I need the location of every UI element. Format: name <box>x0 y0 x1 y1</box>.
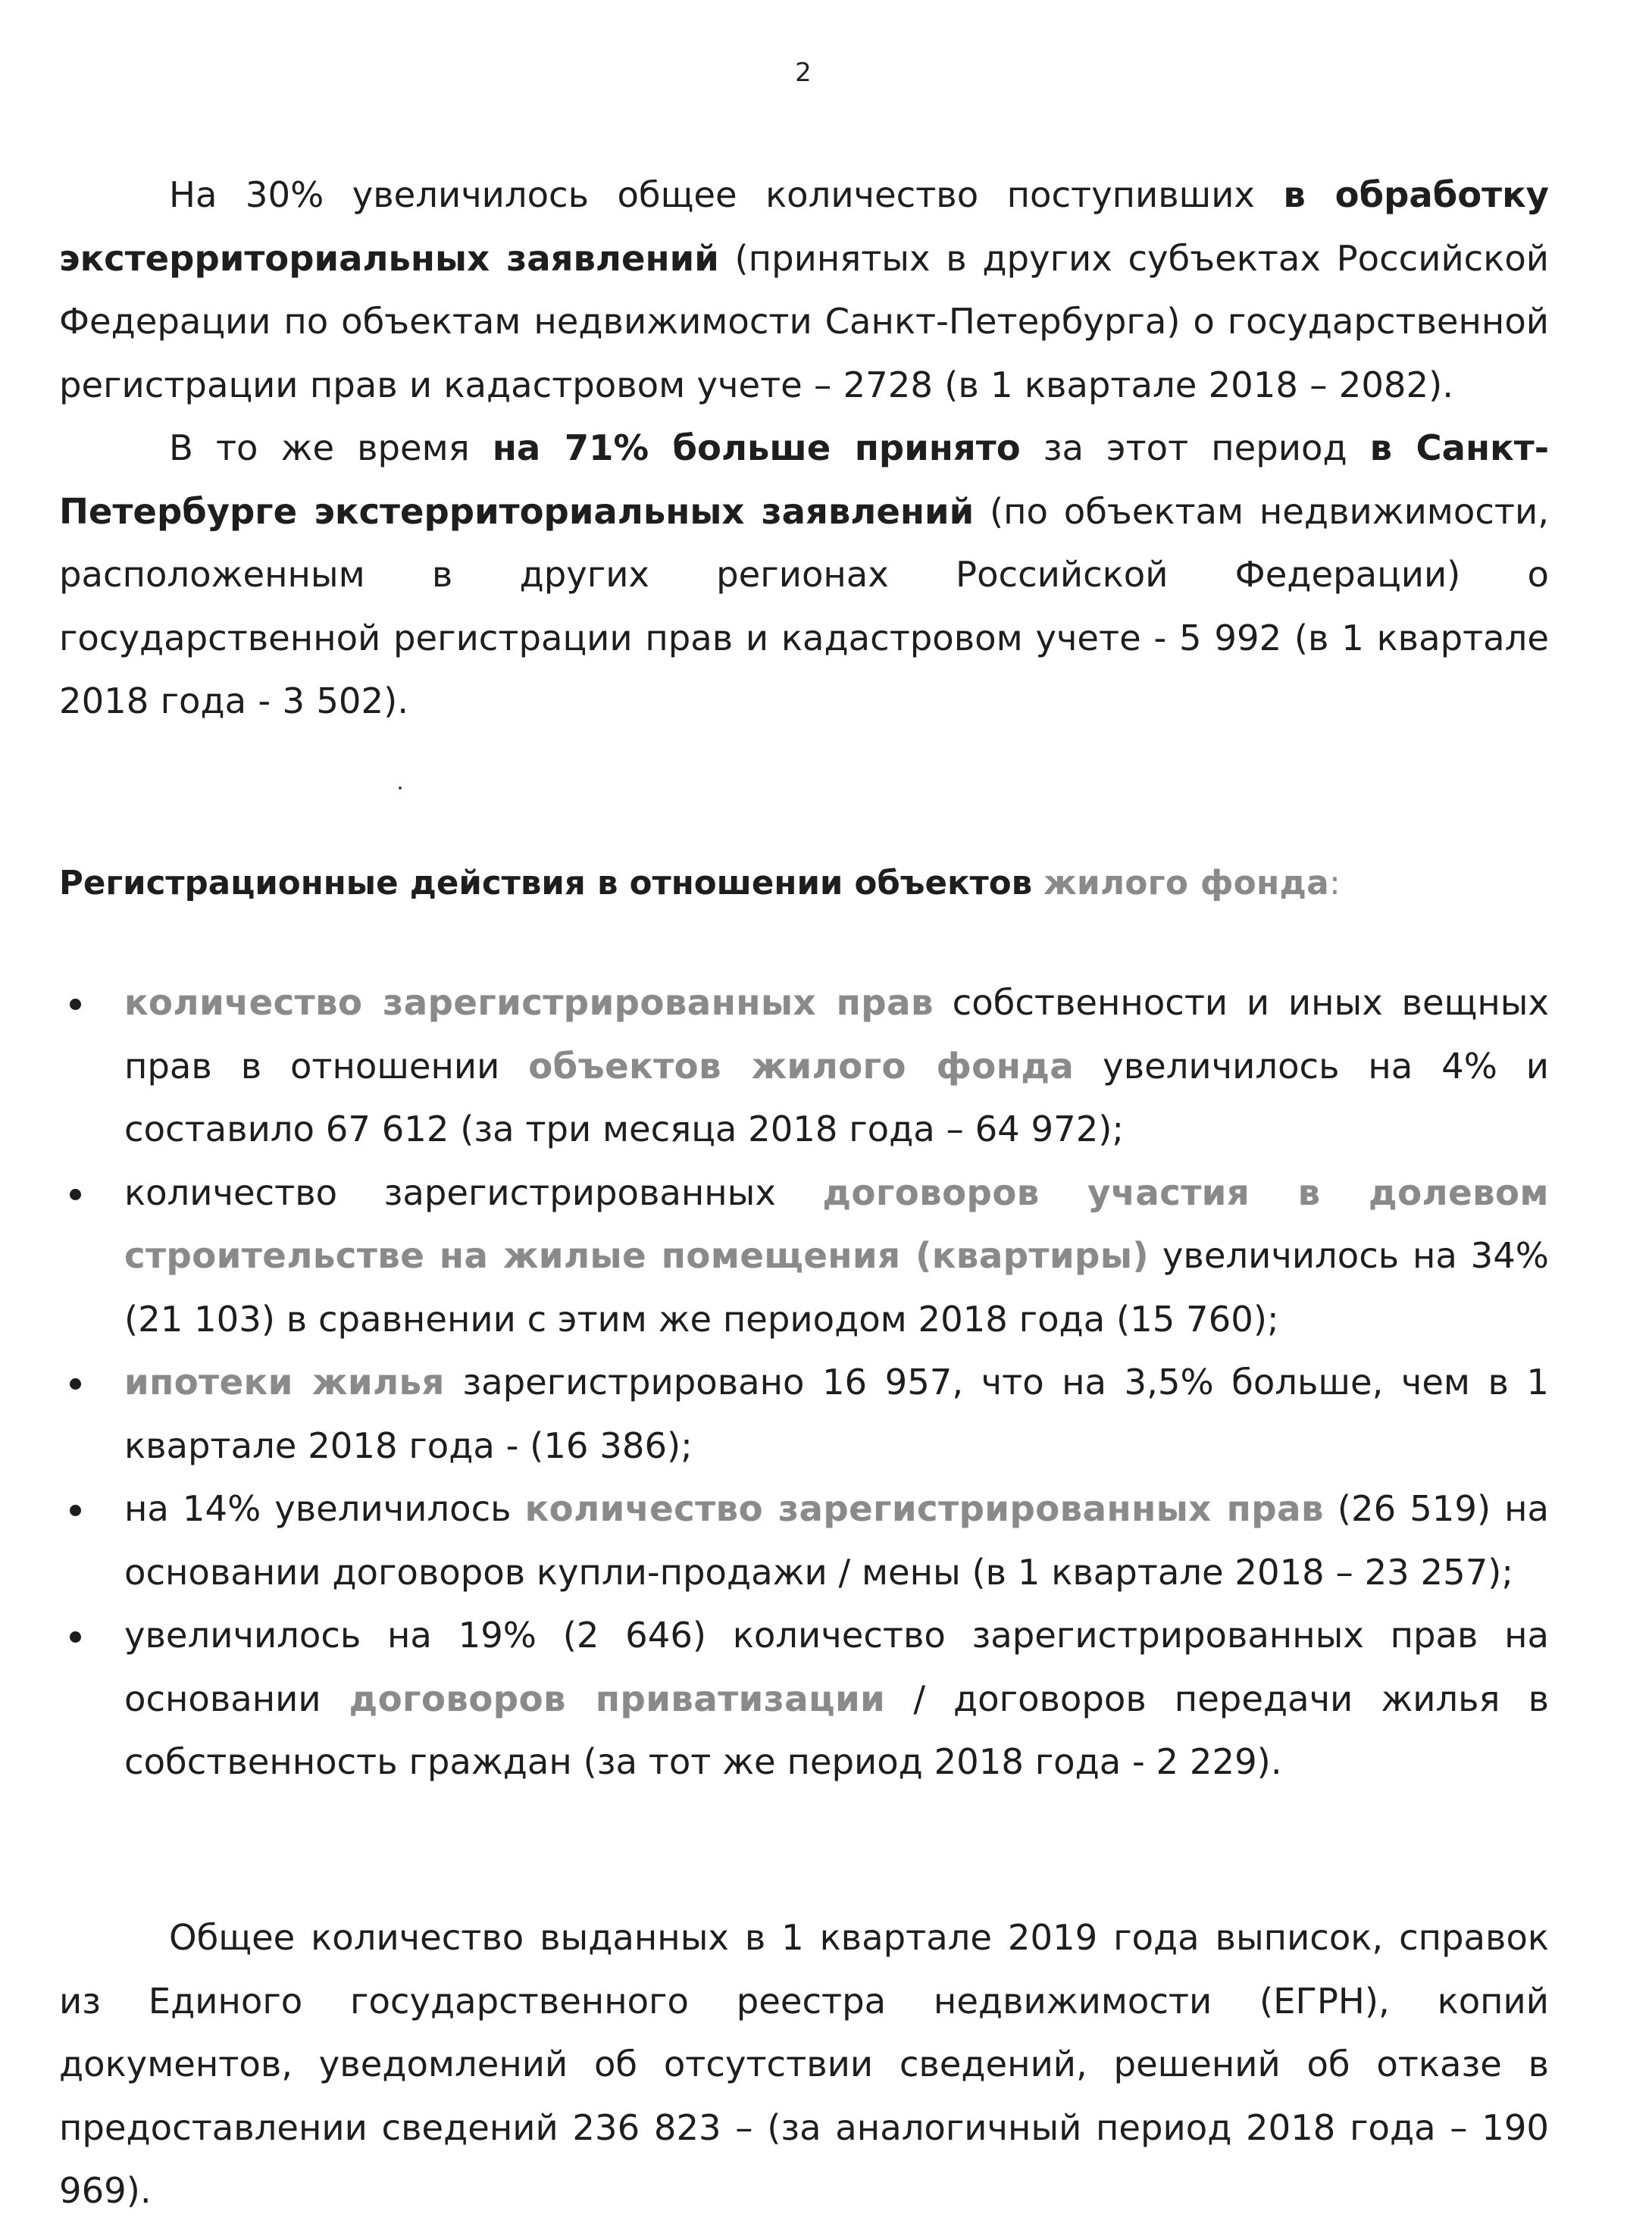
intro-paragraph-2 <box>59 417 1549 733</box>
text-run: зарегистрировано 16 957, что на 3,5% больше, чем в 1 квартале 2018 года - (16 386); <box>124 1362 1549 1466</box>
grey-run: договоров приватизации <box>349 1678 886 1719</box>
list-item <box>59 1478 1549 1604</box>
bullet-icon <box>70 1378 81 1390</box>
list-item <box>59 1351 1549 1478</box>
grey-run: количество зарегистрированных прав <box>524 1488 1324 1529</box>
bold-run: в обработку экстерриториальных заявлений <box>59 174 1549 279</box>
heading-bold-run: Регистрационные действия в отношении объектов <box>59 865 1044 902</box>
heading-grey-run: жилого фонда <box>1043 865 1330 902</box>
text-run: / договоров передачи жилья в собственность граждан (за тот же период 2018 года - 2 229). <box>124 1678 1549 1782</box>
text-run: увеличилось на 34% (21 103) в сравнении с этим же периодом 2018 года (15 760); <box>124 1235 1549 1340</box>
final-paragraph: Общее количество выданных в 1 квартале 2019 года выписок, справок из Единого государственного реестра недвижимости (ЕГРН), копий документов, уведомлений об отсутствии сведений, решений об отказе в предоставлении сведений 236 823 – (за аналогичный период 2018 года – 190 969). <box>59 1917 1549 2211</box>
grey-run: ипотеки жилья <box>124 1362 445 1403</box>
text-run: На 30% увеличилось общее количество поступивших <box>169 174 1284 215</box>
list-item <box>59 1604 1549 1794</box>
list-item <box>59 971 1549 1162</box>
text-run: В то же время <box>169 427 493 468</box>
text-run: за этот период <box>1020 427 1370 468</box>
final-block <box>59 1906 1549 2223</box>
heading-tail: : <box>1329 865 1341 902</box>
grey-run: договоров участия в долевом строительстве на жилые помещения (квартиры) <box>124 1171 1550 1276</box>
bullet-icon <box>70 1189 81 1200</box>
list-item <box>59 1162 1549 1352</box>
text-run: увеличилось на 4% и составило 67 612 (за три месяца 2018 года – 64 972); <box>124 1045 1549 1149</box>
bullet-list <box>59 971 1549 1794</box>
section-heading <box>59 853 1549 914</box>
scan-speck <box>399 787 402 790</box>
text-run: собственности и иных вещных прав в отношении <box>124 982 1549 1087</box>
text-run: на 14% увеличилось <box>124 1488 525 1529</box>
page-number: 2 <box>795 58 812 88</box>
text-run: (26 519) на основании договоров купли-продажи / мены (в 1 квартале 2018 – 23 257); <box>124 1488 1550 1593</box>
bullet-icon <box>70 999 81 1010</box>
text-run: (по объектам недвижимости, расположенным в других регионах Российской Федерации) о государственной регистрации прав и кадастровом учете - 5 992 (в 1 квартале 2018 года - 3 502). <box>59 490 1549 721</box>
bullet-icon <box>70 1505 81 1516</box>
grey-run: количество зарегистрированных прав <box>124 982 934 1023</box>
text-run: (принятых в других субъектах Российской Федерации по объектам недвижимости Санкт-Петербурга) о государственной регистрации прав и кадастровом учете – 2728 (в 1 квартале 2018 – 2082). <box>59 237 1550 405</box>
bold-run: в Санкт-Петербурге экстерриториальных заявлений <box>59 427 1549 532</box>
bold-run: на 71% больше принято <box>492 427 1021 468</box>
grey-run: объектов жилого фонда <box>528 1045 1075 1087</box>
text-run: увеличилось на 19% (2 646) количество зарегистрированных прав на основании <box>124 1615 1549 1719</box>
bullet-icon <box>70 1631 81 1643</box>
text-run: количество зарегистрированных <box>124 1171 823 1213</box>
intro-paragraph-1 <box>59 164 1549 417</box>
intro-block <box>59 164 1549 733</box>
